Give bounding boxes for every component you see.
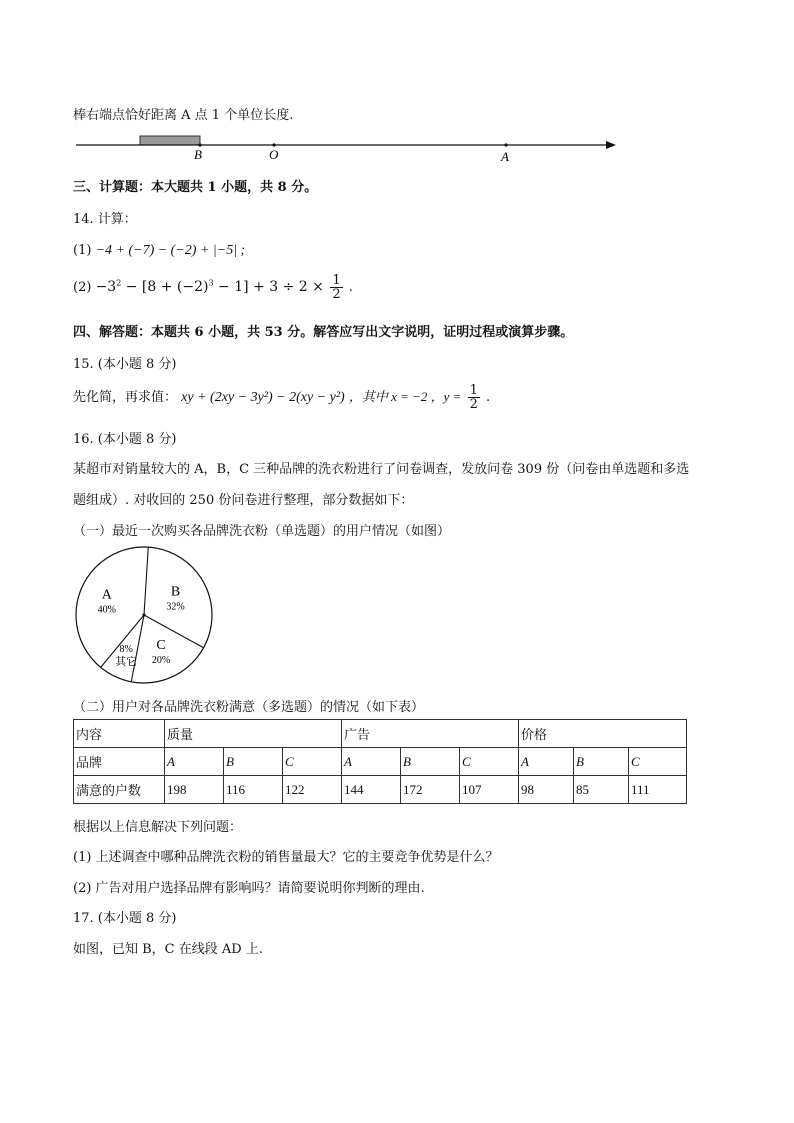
pie-label-category: B [170, 584, 181, 600]
q16-title: 16. (本小题 8 分) [73, 432, 177, 447]
q14-part1 [73, 243, 245, 259]
q15-expr: xy + (2xy − 3y²) − 2(xy − y²) [181, 390, 345, 405]
table-cell: B [401, 748, 460, 776]
pie-chart [70, 545, 218, 693]
q15-cond: ，其中 x = −2 ，y = [348, 389, 462, 404]
pie-center [142, 613, 145, 616]
satisfaction-table [73, 719, 687, 804]
q14-p2-expr-a: −3 [95, 279, 117, 295]
table-cell: 广告 [342, 720, 519, 748]
q14-end: . [344, 280, 353, 295]
table-cell: 价格 [519, 720, 687, 748]
q14-part2: $(2) -3^2 - [8 + (-2)^3 - 1] + 3 \div 2$ × $\frac{1}{2}$ . [73, 273, 353, 302]
table-cell: 144 [342, 776, 401, 804]
table-cell: 质量 [165, 720, 342, 748]
table-row [74, 748, 687, 776]
section4-heading: 四、解答题：本题共 6 小题，共 53 分。解答应写出文字说明，证明过程或演算步骤。 [73, 325, 574, 340]
q16-after-table: 根据以上信息解决下列问题： [73, 820, 243, 835]
q14-frac-num: 1 [332, 273, 341, 288]
pie-label-percent: 20% [151, 655, 171, 667]
table-cell: 满意的户数 [74, 776, 165, 804]
q14-p2-expr-b: − [8 + (−2) [121, 279, 209, 295]
q14-p1-expr: −4 + (−7) − (−2) + |−5| ; [95, 243, 246, 258]
label-A: A [501, 149, 509, 164]
table-cell: 85 [574, 776, 629, 804]
table-cell: A [165, 748, 224, 776]
q14-p1-label: (1) [73, 243, 92, 258]
pie-label-percent: 40% [97, 604, 116, 616]
q16-question1: (1) 上述调查中哪种品牌洗衣粉的销售量最大？它的主要竞争优势是什么？ [73, 850, 499, 865]
number-line [70, 130, 630, 164]
q15-frac-den: 2 [469, 397, 478, 412]
pie-label-percent: 8% [119, 644, 133, 656]
table-cell: 品牌 [74, 748, 165, 776]
q15-fraction [468, 384, 480, 411]
q17-title: 17. (本小题 8 分) [73, 911, 177, 926]
pie-label-category: A [101, 587, 112, 603]
table-cell: 内容 [74, 720, 165, 748]
table-row [74, 720, 687, 748]
table-cell: 198 [165, 776, 224, 804]
q15-lead: 先化简，再求值： [73, 390, 178, 405]
q16-part1: （一）最近一次购买各品牌洗衣粉（单选题）的用户情况（如图） [73, 524, 451, 539]
q15-end: . [481, 390, 491, 405]
point-A [504, 143, 507, 146]
table-cell: 107 [460, 776, 519, 804]
table-cell: 172 [401, 776, 460, 804]
table-cell: 111 [629, 776, 687, 804]
table-cell: 122 [283, 776, 342, 804]
q14-p2-expr-c: − 1] + 3 ÷ 2 × [213, 279, 329, 295]
table-cell: C [629, 748, 687, 776]
table-cell: C [283, 748, 342, 776]
table-cell: 98 [519, 776, 574, 804]
q15-frac-num: 1 [469, 383, 478, 398]
q16-part2: （二）用户对各品牌洗衣粉满意（多选题）的情况（如下表） [73, 700, 425, 715]
section3-heading: 三、计算题：本大题共 1 小题，共 8 分。 [73, 180, 318, 195]
q16-line2: 题组成）. 对收回的 250 份问卷进行整理，部分数据如下： [73, 493, 414, 508]
table-cell: C [460, 748, 519, 776]
table-cell: 116 [224, 776, 283, 804]
q15-title: 15. (本小题 8 分) [73, 357, 177, 372]
pie-label-percent: 32% [166, 601, 185, 613]
q14-fraction [330, 274, 342, 301]
table-cell: B [574, 748, 629, 776]
q16-question2: (2) 广告对用户选择品牌有影响吗？请简要说明你判断的理由. [73, 881, 425, 896]
table-cell: A [519, 748, 574, 776]
pie-label-category: 其它 [115, 656, 138, 669]
label-B: B [194, 147, 202, 162]
q15-body [73, 384, 490, 411]
stick-bar [140, 136, 200, 145]
intro-line: 棒右端点恰好距离 A 点 1 个单位长度. [73, 108, 294, 123]
table-row [74, 776, 687, 804]
table-cell: A [342, 748, 401, 776]
q14-frac-den: 2 [332, 287, 341, 302]
q16-line1: 某超市对销量较大的 A，B，C 三种品牌的洗衣粉进行了问卷调查，发放问卷 309 份（问卷由单选题和多选 [73, 462, 690, 477]
q14-title: 14. 计算： [73, 212, 137, 227]
pie-label-category: C [156, 638, 166, 654]
q17-line: 如图，已知 B，C 在线段 AD 上. [73, 942, 263, 957]
axis-arrow [606, 141, 616, 149]
table-cell: B [224, 748, 283, 776]
q14-p2-label: (2) [73, 280, 92, 295]
label-O: O [269, 147, 279, 162]
